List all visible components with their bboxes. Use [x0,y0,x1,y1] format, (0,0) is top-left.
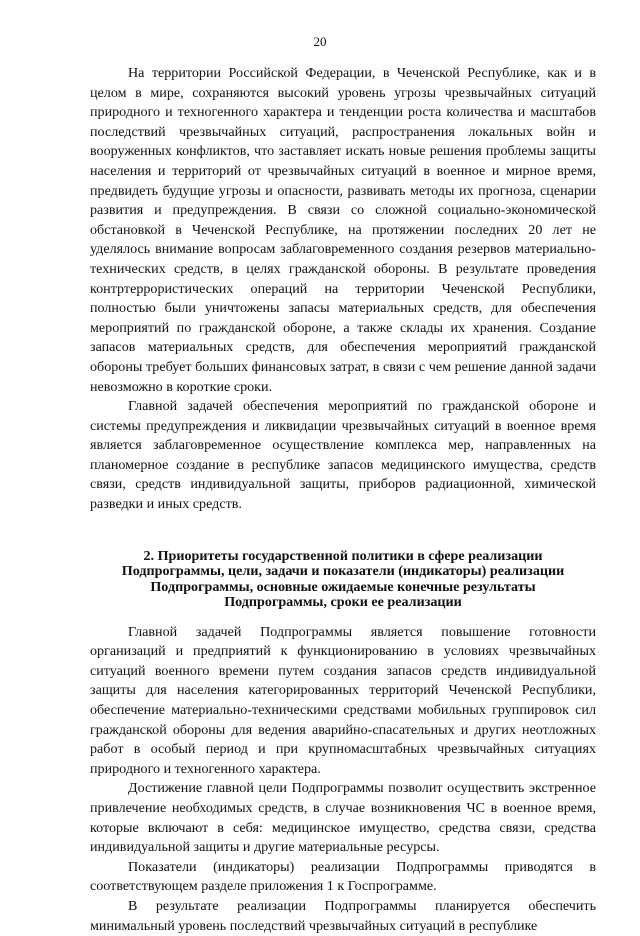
page-number: 20 [313,34,327,49]
page-content [90,64,596,936]
section-heading [90,549,596,611]
intro-paragraph-2: Главной задачей обеспечения мероприятий по гражданской обороне и системы предупреждения и ликвидации чрезвычайных ситуаций в военное время является заблаговременное осуществление комплекса мер, направленных на планомерное создание в республике запасов медицинского имущества, средств связи, средств индивидуальной защиты, приборов радиационной, химической разведки и иных средств. [90,398,596,513]
section-heading-line-1: 2. Приоритеты государственной политики в сфере реализации [143,547,543,564]
section-heading-line-3: Подпрограммы, основные ожидаемые конечные результаты [150,578,536,595]
section-paragraph-1: Главной задачей Подпрограммы является повышение готовности организаций и предприятий к функционированию в условиях чрезвычайных ситуаций военного времени путем создания запасов средств индивидуальной защиты для населения категорированных территорий Чеченской Республики, обеспечение материально-техническими средствами мобильных группировок сил гражданской обороны для ведения аварийно-спасательных и других неотложных работ в особый период и при крупномасштабных чрезвычайных ситуациях природного и техногенного характера. [90,623,596,777]
section-paragraph-3: Показатели (индикаторы) реализации Подпрограммы приводятся в соответствующем разделе приложения 1 к Госпрограмме. [90,858,596,895]
intro-paragraph-1: На территории Российской Федерации, в Чеченской Республике, как и в целом в мире, сохраняются высокий уровень угрозы чрезвычайных ситуаций природного и техногенного характера и тенденции роста количества и масштабов последствий чрезвычайных ситуаций, распространения локальных войн и вооруженных конфликтов, что заставляет искать новые решения проблемы защиты населения и территорий от чрезвычайных ситуаций в военное и мирное время, предвидеть будущие угрозы и опасности, развивать методы их прогноза, сценарии развития и предупреждения. В связи со сложной социально-экономической обстановкой в Чеченской Республике, на протяжении последних 20 лет не уделялось внимание вопросам заблаговременного создания резервов материально-технических средств, в целях гражданской обороны. В результате проведения контртеррористических операций на территории Чеченской Республики, полностью были уничтожены запасы материальных средств, для обеспечения мероприятий по гражданской обороне, а также склады их хранения. Создание запасов материальных средств, для обеспечения мероприятий гражданской обороны требует больших финансовых затрат, в связи с чем решение данной задачи невозможно в короткие сроки. [90,65,596,395]
section-paragraph-4: В результате реализации Подпрограммы планируется обеспечить минимальный уровень последствий чрезвычайных ситуаций в республике [90,897,596,934]
section-heading-line-4: Подпрограммы, сроки ее реализации [224,594,462,611]
section-paragraph-2: Достижение главной цели Подпрограммы позволит осуществить экстренное привлечение необходимых средств, в случае возникновения ЧС в военное время, которые включают в себя: медицинское имущество, средства связи, средства индивидуальной защиты и другие материальные ресурсы. [90,780,596,856]
section-heading-line-2: Подпрограммы, цели, задачи и показатели (индикаторы) реализации [121,563,565,580]
